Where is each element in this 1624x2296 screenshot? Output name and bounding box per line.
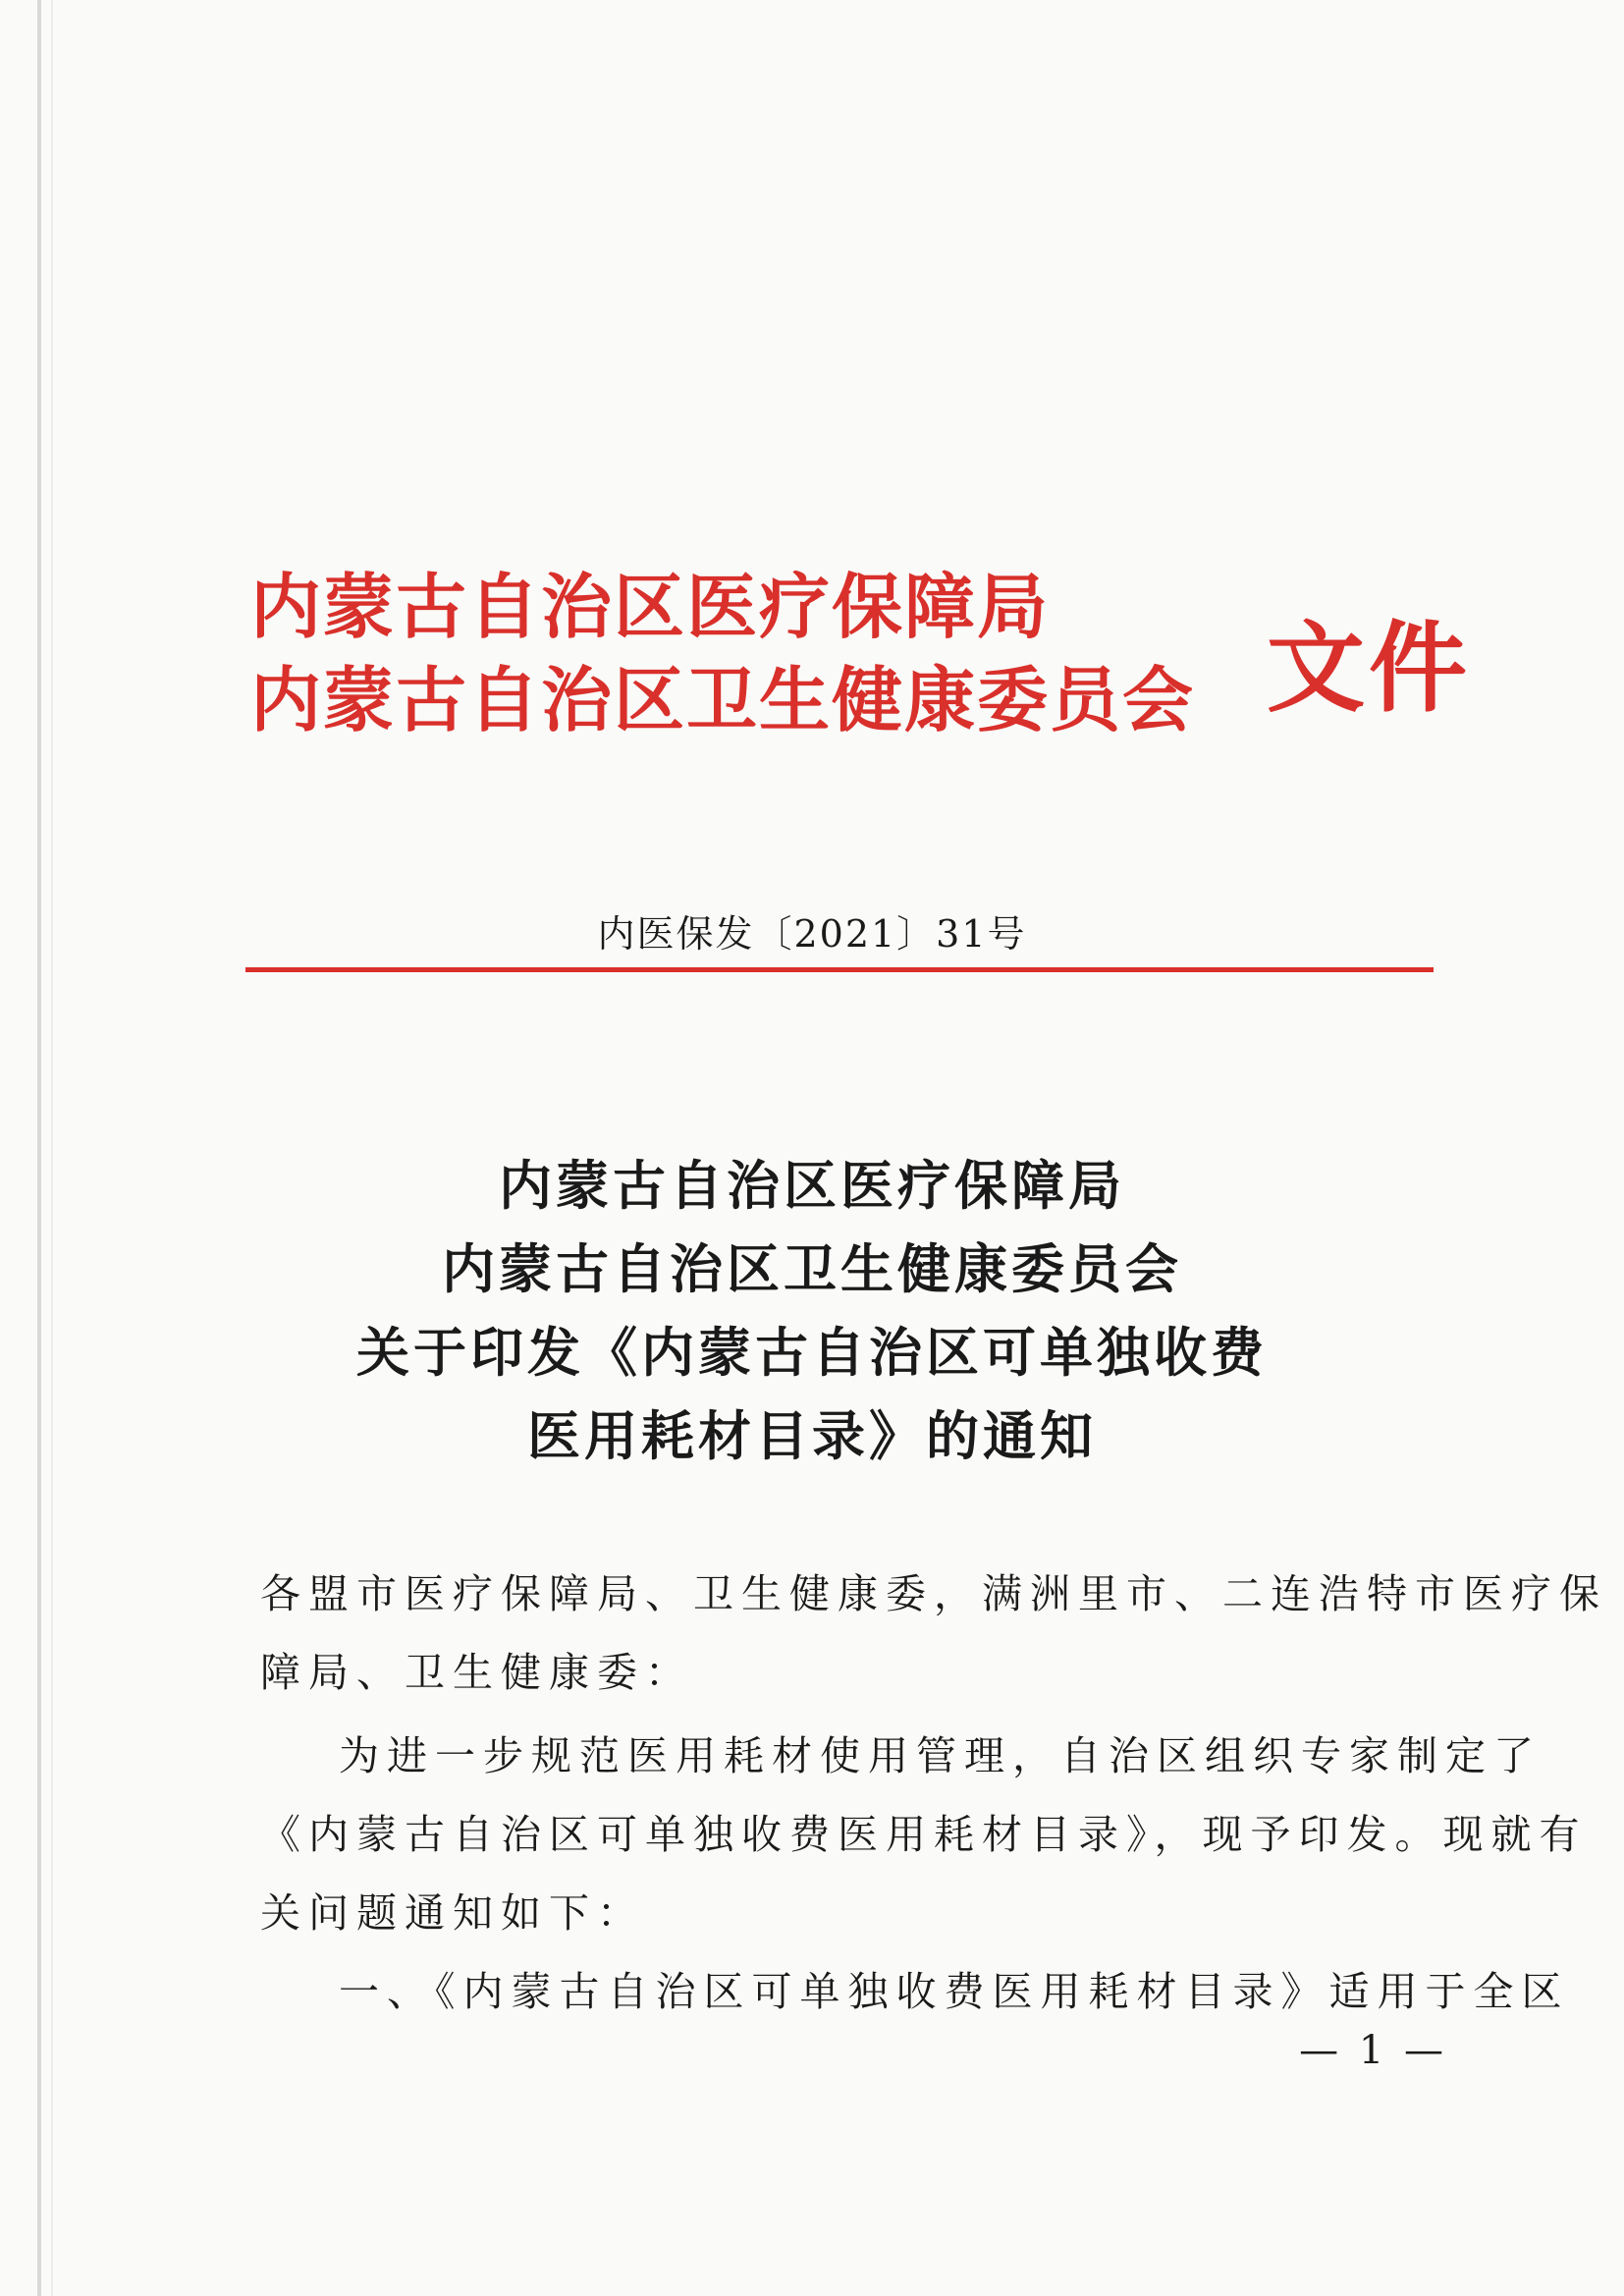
title-line-1: 内蒙古自治区医疗保障局 — [499, 1155, 1125, 1217]
body-line-2: 障局、卫生健康委： — [260, 1649, 693, 1696]
document-type: 文件 — [1267, 611, 1471, 726]
issuer-line-2: 内蒙古自治区卫生健康委员会 — [250, 659, 1196, 741]
title-line-3: 关于印发《内蒙古自治区可单独收费 — [356, 1322, 1268, 1384]
title-line-4: 医用耗材目录》的通知 — [527, 1405, 1097, 1467]
issuer-line-1: 内蒙古自治区医疗保障局 — [250, 566, 1051, 648]
page-number: — 1 — — [1299, 2028, 1447, 2073]
red-separator-line — [245, 967, 1434, 972]
body-line-3: 为进一步规范医用耗材使用管理，自治区组织专家制定了 — [339, 1732, 1542, 1779]
title-line-2: 内蒙古自治区卫生健康委员会 — [442, 1238, 1182, 1300]
body-line-4: 《内蒙古自治区可单独收费医用耗材目录》，现予印发。现就有 — [260, 1811, 1588, 1858]
document-number: 内医保发〔2021〕31号 — [597, 912, 1027, 956]
red-header — [250, 550, 1471, 746]
body-line-5: 关问题通知如下： — [260, 1889, 645, 1937]
body-line-6: 一、《内蒙古自治区可单独收费医用耗材目录》适用于全区 — [339, 1968, 1570, 2015]
body-line-1: 各盟市医疗保障局、卫生健康委，满洲里市、二连浩特市医疗保 — [260, 1570, 1607, 1617]
